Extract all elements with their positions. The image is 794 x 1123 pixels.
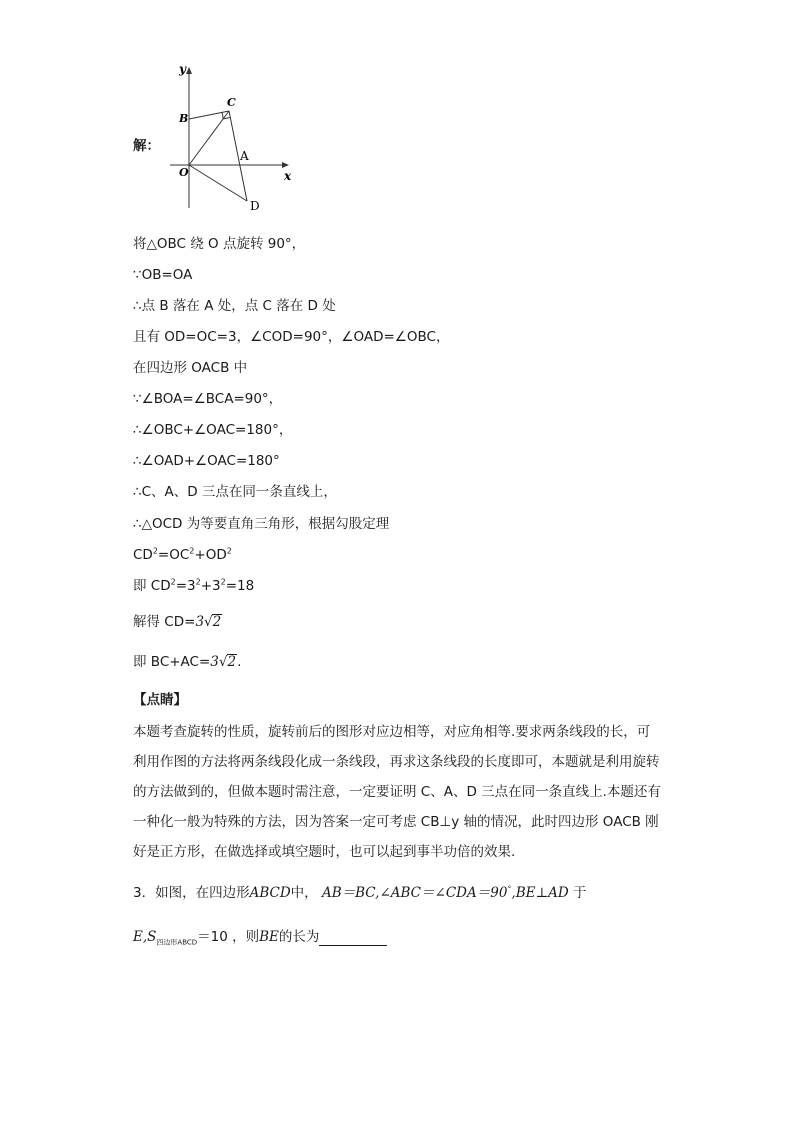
equation-cd-result: 解得 CD=3√2 <box>133 614 222 630</box>
step-5: 在四边形 OACB 中 <box>133 360 248 376</box>
problem-3-line-2: $E,S_{四边形ABCD}=10$ ，则BE的长为 <box>133 928 387 946</box>
label-x: x <box>284 169 292 183</box>
step-6: ∵∠BOA=∠BCA=90°， <box>133 391 283 407</box>
solution-label: 解： <box>133 138 160 154</box>
answer-blank[interactable] <box>319 931 387 946</box>
step-7: ∴∠OBC+∠OAC=180°， <box>133 422 293 438</box>
segment-od <box>189 165 247 201</box>
label-y: y <box>179 62 186 76</box>
step-2: ∵OB=OA <box>133 267 193 283</box>
step-1: 将△OBC 绕 O 点旋转 90°， <box>133 236 306 252</box>
equation-square-sum: 即 $CD^2=3^2+3^2=18$ <box>133 577 255 594</box>
step-3: ∴点 B 落在 A 处，点 C 落在 D 处 <box>133 298 336 314</box>
equation-pythagoras: $CD^2=OC^2+OD^2$ <box>133 546 232 563</box>
label-d: D <box>250 199 260 213</box>
label-b: B <box>179 112 189 125</box>
step-9: ∴C、A、D 三点在同一条直线上， <box>133 484 337 500</box>
commentary-title: 【点睛】 <box>133 692 187 708</box>
step-8: ∴∠OAD+∠OAC=180° <box>133 453 280 469</box>
label-c: C <box>227 96 236 109</box>
step-4: 且有 OD=OC=3，∠COD=90°，∠OAD=∠OBC， <box>133 329 450 345</box>
label-o: O <box>179 166 189 179</box>
label-a: A <box>240 149 249 163</box>
problem-3-line-1: 3．如图，在四边形ABCD中， AB＝BC,∠ABC＝∠CDA＝90°,BE⊥AD 于 <box>133 884 587 901</box>
equation-final: 即 BC+AC=3√2. <box>133 654 242 670</box>
commentary-text: 本题考查旋转的性质，旋转前后的图形对应边相等，对应角相等.要求两条线段的长，可利用作图的方法将两条线段化成一条线段，再求这条线段的长度即可，本题就是利用旋转的方法做到的，但做本题时需注意，一定要证明 C、A、D 三点在同一条直线上.本题还有一种化一般为特殊的方法，因为答案一定可考虑 CB⊥y 轴的情况，此时四边形 OACB 刚好是正方形，在做选择或填空题时，也可以起到事半功倍的效果. <box>133 724 661 860</box>
step-10: ∴△OCD 为等要直角三角形，根据勾股定理 <box>133 516 390 532</box>
